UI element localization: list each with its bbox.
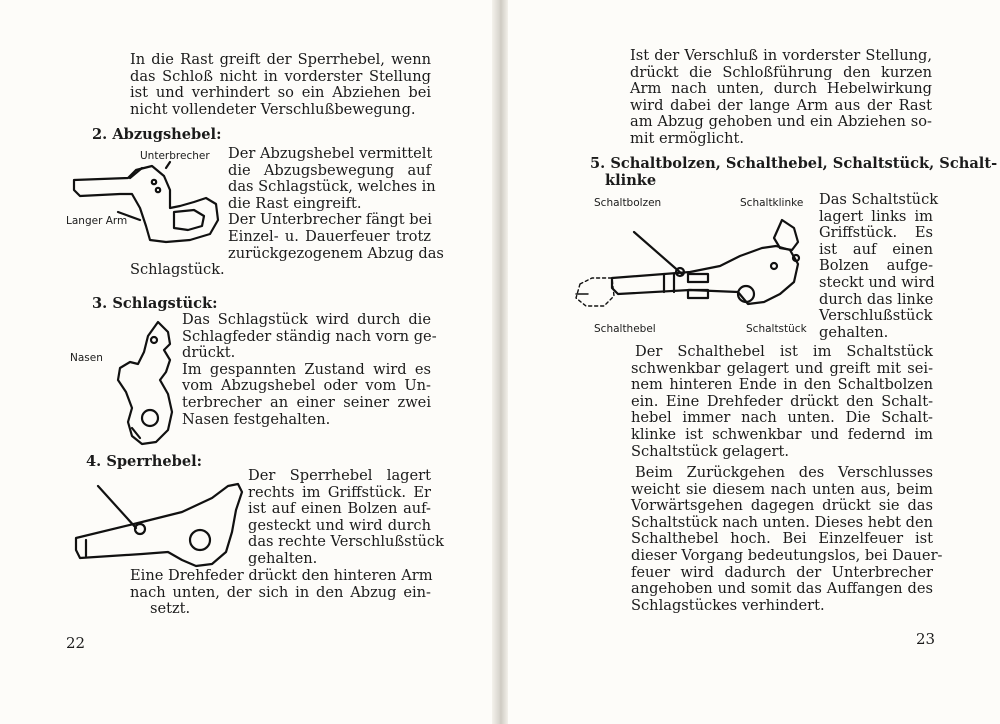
- schaltbolzen-figure: [570, 212, 810, 322]
- label-schaltbolzen: Schaltbolzen: [594, 197, 662, 209]
- intro-paragraph-left: In die Rast greift der Sperrhebel, wenn das Schloß nicht in vorderster Stellung ist und verhindert so ein Abziehen bei nicht vollendeter Verschlußbewegung.: [130, 51, 431, 118]
- label-langer-arm: Langer Arm: [66, 215, 128, 227]
- schaltklinke-paragraph: Beim Zurückgehen des Verschlusses weicht sie diesem nach unten aus, beim Vorwärtsgehen dagegen drückt sie das Schaltstück nach unten. Dieses hebt den Schalthebel hoch. Bei Einzelfeuer ist dieser Vorgang bedeutungslos, bei Dauer- feuer wird dadurch der Unterbrecher angehoben und somit das Auffangen des Schlagstückes verhindert.: [631, 464, 943, 614]
- label-nasen: Nasen: [70, 352, 103, 364]
- label-schaltstueck: Schaltstück: [746, 323, 807, 335]
- abzugshebel-text: Der Abzugshebel vermittelt die Abzugsbewegung auf das Schlagstück, welches in die Rast eingreift. Der Unterbrecher fängt bei Einzel- u. Dauerfeuer trotz zurückgezogenem Abzug das: [228, 145, 444, 262]
- sperrhebel-figure: [72, 478, 252, 578]
- schaltstueck-side-text: Das Schaltstück lagert links im Griffstück. Es ist auf einen Bolzen aufge- steckt und wird durch das linke Verschlußstück gehalten.: [819, 191, 939, 341]
- schalthebel-paragraph: Der Schalthebel ist im Schaltstück schwenkbar gelagert und greift mit sei- nem hinteren Ende in den Schaltbolzen ein. Eine Drehfeder drückt den Schalt- hebel immer nach unten. Die Schalt- klinke ist schwenkbar und federnd im Schaltstück gelagert.: [631, 343, 933, 460]
- heading-sperrhebel: 4. Sperrhebel:: [86, 453, 203, 470]
- abzugshebel-text-tail: Schlagstück.: [130, 261, 225, 278]
- sperrhebel-text-tail: Eine Drehfeder drückt den hinteren Arm nach unten, der sich in den Abzug ein- setzt.: [130, 567, 433, 618]
- page-number-left: 22: [66, 634, 86, 652]
- intro-paragraph-right: Ist der Verschluß in vorderster Stellung, drückt die Schloßführung den kurzen Arm nach unten, durch Hebelwirkung wird dabei der lange Arm aus der Rast am Abzug gehoben und ein Abziehen so- mit ermöglicht.: [630, 47, 932, 147]
- heading-schaltbolzen: 5. Schaltbolzen, Schalthebel, Schaltstück, Schalt- klinke: [590, 155, 998, 189]
- page-number-right: 23: [916, 630, 936, 648]
- label-schalthebel: Schalthebel: [594, 323, 656, 335]
- label-schaltklinke: Schaltklinke: [740, 197, 804, 209]
- abzugshebel-figure: [70, 160, 230, 250]
- heading-schlagstueck: 3. Schlagstück:: [92, 295, 218, 312]
- label-unterbrecher: Unterbrecher: [140, 150, 210, 162]
- sperrhebel-text: Der Sperrhebel lagert rechts im Griffstück. Er ist auf einen Bolzen auf- gesteckt und wird durch das rechte Verschlußstück gehalten.: [248, 467, 444, 567]
- schlagstueck-text: Das Schlagstück wird durch die Schlagfeder ständig nach vorn ge- drückt. Im gespannten Zustand wird es vom Abzugshebel oder vom Un- terbrecher an einer seiner zwei Nasen festgehalten.: [182, 311, 437, 428]
- schlagstueck-figure: [110, 318, 180, 448]
- book-gutter: [492, 0, 508, 724]
- heading-abzugshebel: 2. Abzugshebel:: [92, 126, 222, 143]
